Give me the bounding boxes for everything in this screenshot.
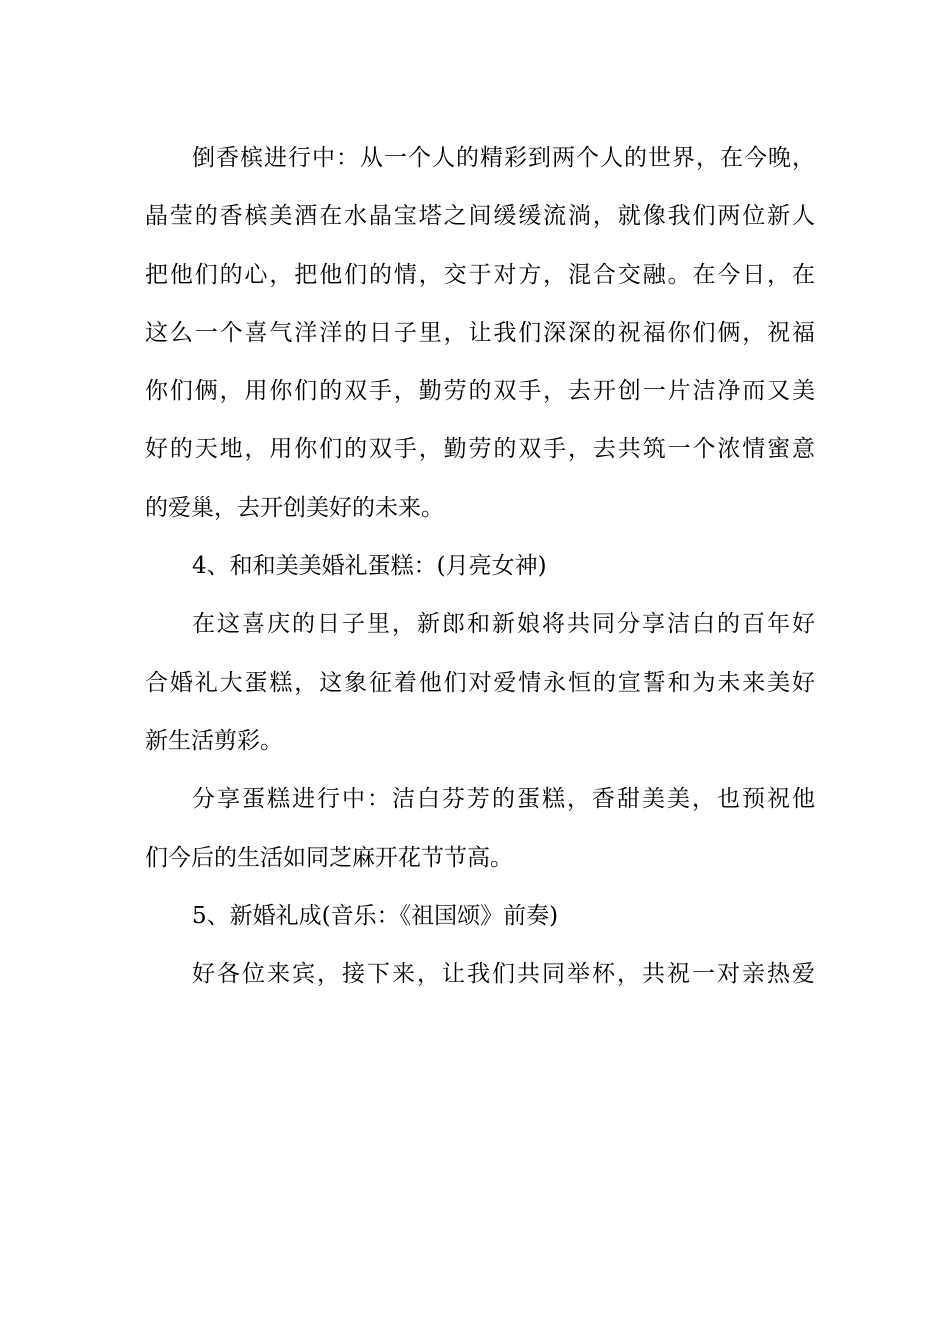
- section-heading: 4、和和美美婚礼蛋糕：(月亮女神): [192, 553, 547, 580]
- text-line: 合婚礼大蛋糕，这象征着他们对爱情永恒的宣誓和为未来美好: [145, 669, 815, 696]
- document-body: [145, 129, 815, 1003]
- text-line: 好各位来宾，接下来，让我们共同举杯，共祝一对亲热爱: [192, 961, 815, 988]
- text-line: 这么一个喜气洋洋的日子里，让我们深深的祝福你们俩，祝福: [145, 319, 815, 346]
- text-line: 们今后的生活如同芝麻开花节节高。: [145, 844, 513, 871]
- text-line: 倒香槟进行中：从一个人的精彩到两个人的世界，在今晚，: [192, 145, 815, 171]
- text-line: 新生活剪彩。: [145, 727, 283, 754]
- text-line: 分享蛋糕进行中：洁白芬芳的蛋糕，香甜美美，也预祝他: [192, 786, 815, 813]
- section-heading: 5、新婚礼成(音乐：《祖国颂》前奏): [192, 902, 559, 929]
- text-line: 在这喜庆的日子里，新郎和新娘将共同分享洁白的百年好: [192, 611, 815, 638]
- text-line: 你们俩，用你们的双手，勤劳的双手，去开创一片洁净而又美: [145, 378, 815, 405]
- text-line: 的爱巢，去开创美好的未来。: [145, 494, 444, 521]
- text-line: 好的天地，用你们的双手，勤劳的双手，去共筑一个浓情蜜意: [145, 436, 815, 463]
- text-line: 把他们的心，把他们的情，交于对方，混合交融。在今日，在: [145, 261, 815, 288]
- text-line: 晶莹的香槟美酒在水晶宝塔之间缓缓流淌，就像我们两位新人: [145, 203, 815, 230]
